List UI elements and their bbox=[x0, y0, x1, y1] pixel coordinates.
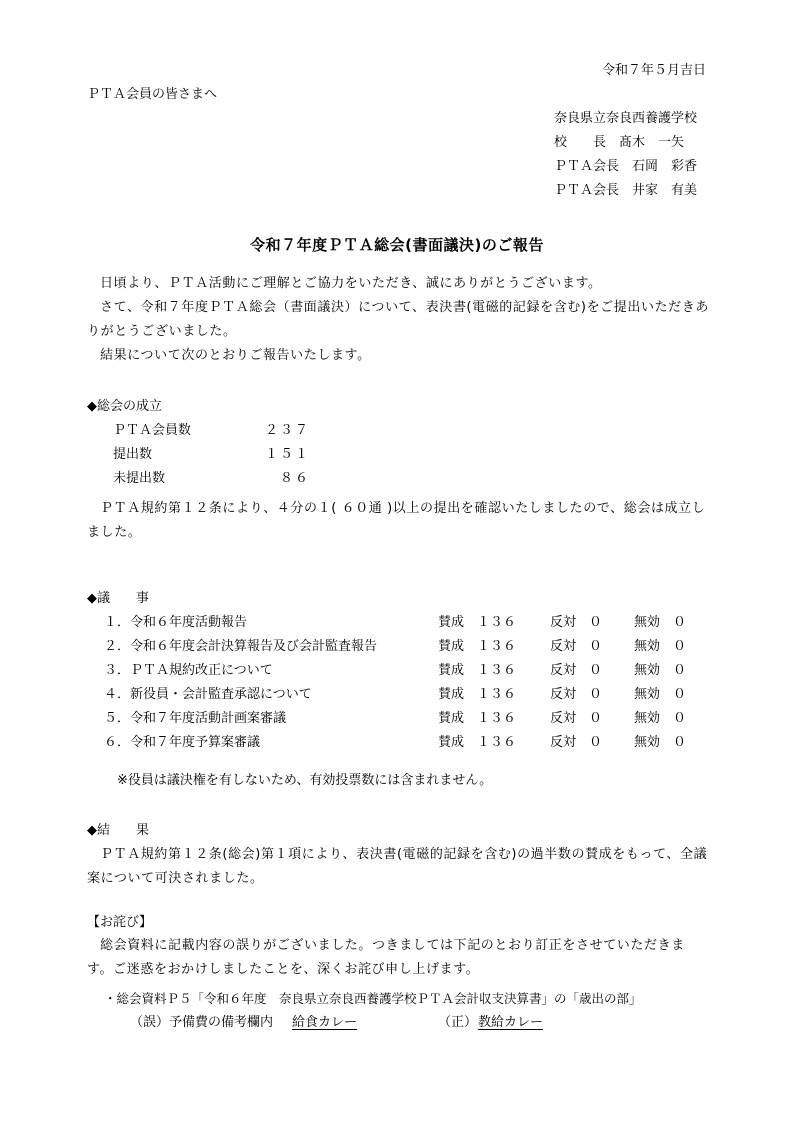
agenda-item-invalid: 無効 ０ bbox=[634, 687, 687, 702]
agenda-heading: ◆議 事 bbox=[87, 591, 149, 606]
agenda-item-label: ６．令和７年度予算案審議 bbox=[104, 735, 261, 750]
intro-paragraph-3: 結果について次のとおりご報告いたします。 bbox=[100, 348, 371, 363]
agenda-item-against: 反対 ０ bbox=[550, 639, 603, 654]
apology-text: 総会資料に記載内容の誤りがございました。つきましては下記のとおり訂正をさせていただきます。ご迷惑をおかけしましたことを、深くお詫び申し上げます。 bbox=[87, 938, 685, 977]
agenda-item-label: ５．令和７年度活動計画案審議 bbox=[104, 711, 287, 726]
member-count-label: ＰＴＡ会員数 bbox=[113, 423, 192, 438]
member-count-value: ２３７ bbox=[264, 423, 310, 438]
submitted-count-value: １５１ bbox=[264, 447, 310, 462]
sender-school: 奈良県立奈良西養護学校 bbox=[554, 111, 698, 126]
correct-value: 教給カレー bbox=[478, 1015, 544, 1030]
agenda-item-label: １．令和６年度活動報告 bbox=[104, 615, 248, 630]
agenda-item-for: 賛成 １３６ bbox=[438, 615, 517, 630]
apology-heading: 【お詫び】 bbox=[87, 915, 153, 930]
recipient: ＰＴＡ会員の皆さまへ bbox=[87, 87, 218, 102]
agenda-item-against: 反対 ０ bbox=[550, 663, 603, 678]
agenda-item-for: 賛成 １３６ bbox=[438, 663, 517, 678]
sender-principal: 校 長 髙木 一矢 bbox=[554, 135, 685, 150]
page-title: 令和７年度ＰＴＡ総会(書面議決)のご報告 bbox=[250, 236, 544, 254]
agenda-item-label: ３．ＰＴＡ規約改正について bbox=[104, 663, 273, 678]
wrong-value: 給食カレー bbox=[292, 1015, 358, 1030]
agenda-item-invalid: 無効 ０ bbox=[634, 711, 687, 726]
result-text: ＰＴＡ規約第１２条(総会)第１項により、表決書(電磁的記録を含む)の過半数の賛成をもって、全議案について可決されました。 bbox=[87, 847, 708, 886]
agenda-item-for: 賛成 １３６ bbox=[438, 687, 517, 702]
agenda-item-against: 反対 ０ bbox=[550, 711, 603, 726]
agenda-item-against: 反対 ０ bbox=[550, 687, 603, 702]
sender-pta-chair-2: ＰＴＡ会長 井家 有美 bbox=[554, 183, 698, 198]
submitted-count-label: 提出数 bbox=[113, 447, 153, 462]
establishment-note: ＰＴＡ規約第１２条により、４分の１( ６０通 )以上の提出を確認いたしましたので、総会は成立しました。 bbox=[87, 501, 706, 540]
agenda-item-label: ４．新役員・会計監査承認について bbox=[104, 687, 312, 702]
agenda-item-against: 反対 ０ bbox=[550, 735, 603, 750]
wrong-label: （誤）予備費の備考欄内 bbox=[130, 1015, 274, 1030]
sender-pta-chair-1: ＰＴＡ会長 石岡 彩香 bbox=[554, 159, 698, 174]
correction-reference: ・総会資料Ｐ５「令和６年度 奈良県立奈良西養護学校ＰＴＡ会計収支決算書」の「歳出の部」 bbox=[104, 991, 642, 1006]
unsubmitted-count-value: ８６ bbox=[279, 471, 310, 486]
establishment-heading: ◆総会の成立 bbox=[87, 399, 162, 414]
document-date: 令和７年５月吉日 bbox=[601, 63, 706, 78]
agenda-item-for: 賛成 １３６ bbox=[438, 735, 517, 750]
agenda-item-invalid: 無効 ０ bbox=[634, 639, 687, 654]
agenda-item-for: 賛成 １３６ bbox=[438, 639, 517, 654]
agenda-item-invalid: 無効 ０ bbox=[634, 615, 687, 630]
intro-paragraph-2: さて、令和７年度ＰＴＡ総会（書面議決）について、表決書(電磁的記録を含む)をご提出いただきありがとうございました。 bbox=[87, 300, 709, 339]
agenda-note: ※役員は議決権を有しないため、有効投票数には含まれません。 bbox=[117, 773, 493, 788]
correct-label: （正） bbox=[438, 1015, 478, 1030]
agenda-item-invalid: 無効 ０ bbox=[634, 735, 687, 750]
agenda-item-invalid: 無効 ０ bbox=[634, 663, 687, 678]
intro-paragraph-1: 日頃より、ＰＴＡ活動にご理解とご協力をいただき、誠にありがとうございます。 bbox=[100, 276, 602, 291]
agenda-item-label: ２．令和６年度会計決算報告及び会計監査報告 bbox=[104, 639, 378, 654]
result-heading: ◆結 果 bbox=[87, 823, 149, 838]
unsubmitted-count-label: 未提出数 bbox=[113, 471, 166, 486]
agenda-item-for: 賛成 １３６ bbox=[438, 711, 517, 726]
agenda-item-against: 反対 ０ bbox=[550, 615, 603, 630]
